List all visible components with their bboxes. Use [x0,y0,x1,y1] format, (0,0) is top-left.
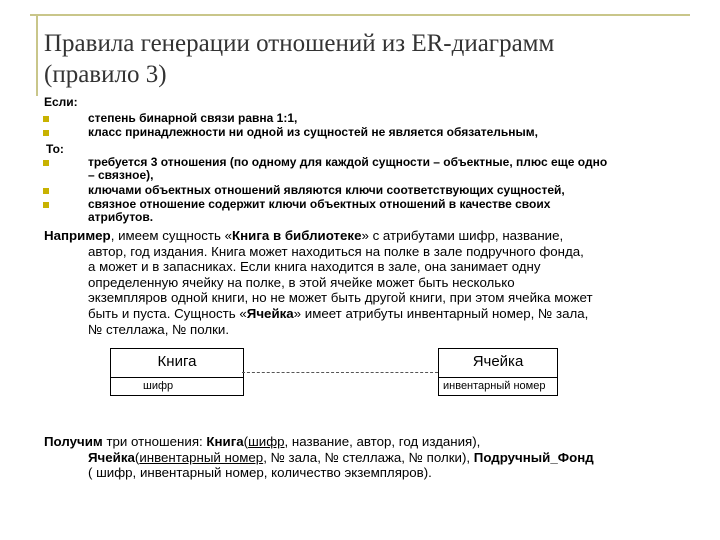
if-item-2: класс принадлежности ни одной из сущностей не является обязательным, [88,125,539,139]
result-line-2 [44,450,704,466]
entity-key-attribute: инвентарный номер [443,380,546,392]
relation-name: Книга [206,434,244,449]
result-text: , название, автор, год издания), [284,434,481,449]
bullet-square-icon [43,202,49,208]
result-text: три отношения: [102,434,207,449]
result-line-1 [44,434,704,450]
slide-title-line-1: Правила генерации отношений из ER-диаграмм [44,30,555,57]
entity-divider [439,377,557,378]
example-line-7: № стеллажа, № полки. [88,321,230,337]
entity-box-book [110,348,244,396]
example-line-1 [44,228,704,244]
then-item-3-line-1: связное отношение содержит ключи объектных отношений в качестве своих [88,197,551,211]
then-item-1-line-1: требуется 3 отношения (по одному для каждой сущности – объектные, плюс еще одно [88,155,608,169]
relationship-line [242,372,438,373]
result-text: ( [243,434,249,449]
entity-key-attribute: шифр [143,380,174,392]
example-text: » имеет атрибуты инвентарный номер, № зала, [293,305,589,321]
example-line-5: экземпляров одной книги, но не может быть другой книги, при этом ячейка может [88,290,593,306]
title-accent-vertical-rule [36,14,38,96]
result-line-3: ( шифр, инвентарный номер, количество экземпляров). [88,465,432,481]
then-item-1 [88,156,688,182]
if-label: Если: [44,95,78,109]
example-text: » с атрибутами шифр, название, [361,228,564,243]
bullet-square-icon [43,116,49,122]
result-text: , № зала, № стеллажа, № полки), [263,449,474,465]
title-accent-horizontal-rule [30,14,690,16]
bullet-square-icon [43,160,49,166]
then-item-3-line-2: атрибутов. [88,210,154,224]
relation-key: инвентарный номер [139,449,264,465]
entity-box-cell [438,348,558,396]
result-text: ( [134,449,140,465]
slide-title [44,28,684,90]
example-lead: Например [44,228,111,243]
then-item-1-line-2: – связное), [88,168,154,182]
example-text: быть и пуста. Сущность « [88,305,247,321]
entity-name: Книга [157,353,197,370]
example-text: , имеем сущность « [110,228,233,243]
bullet-square-icon [43,188,49,194]
entity-divider [111,377,243,378]
entity-name: Ячейка [472,353,524,370]
result-lead: Получим [44,434,103,449]
relation-key: шифр [248,434,285,449]
result-paragraph [44,434,704,481]
then-item-3 [88,198,688,224]
example-line-3: а может и в запасниках. Если книга находится в зале, она занимает одну [88,259,541,275]
relation-name: Подручный_Фонд [473,449,594,465]
relation-name: Ячейка [88,449,135,465]
slide-title-line-2: (правило 3) [44,61,167,88]
bullet-square-icon [43,130,49,136]
entity-name-highlight: Ячейка [246,305,294,321]
example-line-4: определенную ячейку на полке, в этой ячейке может быть несколько [88,274,515,290]
then-label: То: [46,142,64,156]
example-line-2: автор, год издания. Книга может находиться на полке в зале подручного фонда, [88,243,584,259]
example-line-6 [44,306,704,322]
if-item-1: степень бинарной связи равна 1:1, [88,111,298,125]
entity-name-highlight: Книга в библиотеке [232,228,362,243]
then-item-2: ключами объектных отношений являются ключи соответствующих сущностей, [88,183,565,197]
example-paragraph [44,228,704,337]
